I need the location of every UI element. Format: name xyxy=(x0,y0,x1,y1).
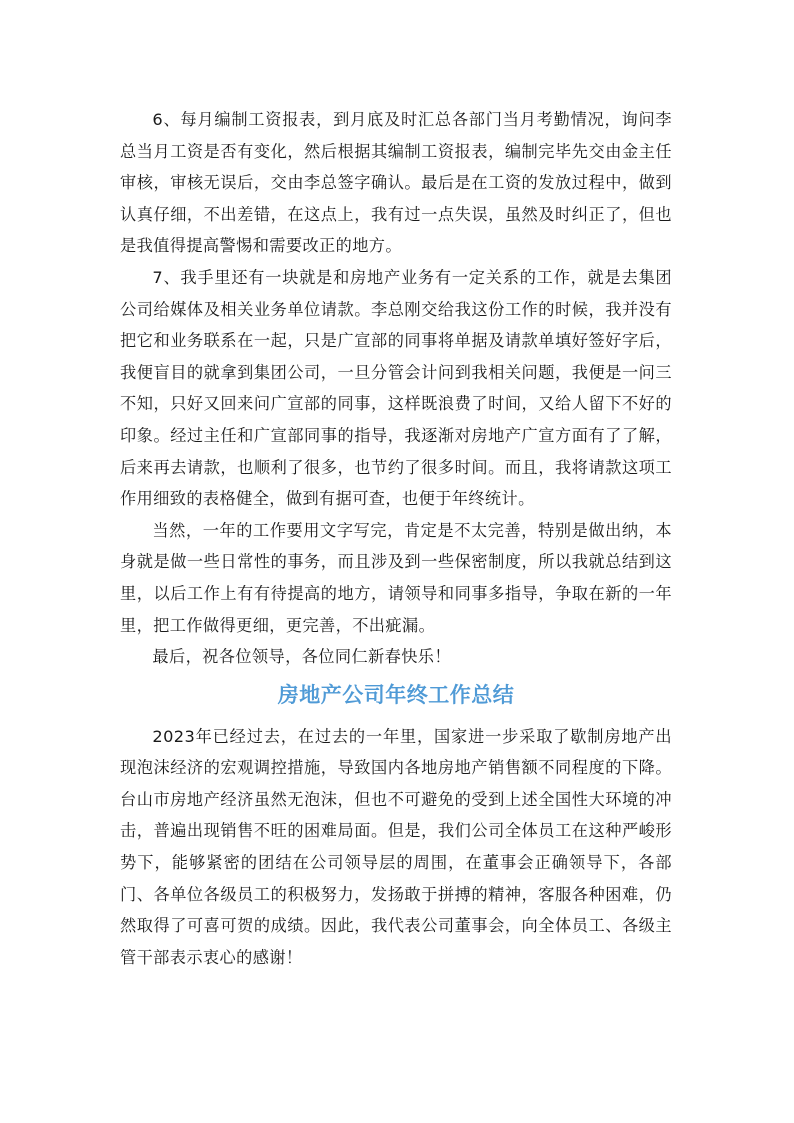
paragraph-item-7: 7、我手里还有一块就是和房地产业务有一定关系的工作，就是去集团公司给媒体及相关业务单位请款。李总刚交给我这份工作的时候，我并没有把它和业务联系在一起，只是广宣部的同事将单据及请款单填好签好字后，我便盲目的就拿到集团公司，一旦分管会计问到我相关问题，我便是一问三不知，只好又回来问广宣部的同事，这样既浪费了时间，又给人留下不好的印象。经过主任和广宣部同事的指导，我逐渐对房地产广宣方面有了了解，后来再去请款，也顺利了很多，也节约了很多时间。而且，我将请款这项工作用细致的表格健全，做到有据可查，也便于年终统计。 xyxy=(120,267,672,509)
section-title: 房地产公司年终工作总结 xyxy=(277,682,515,707)
document-page xyxy=(120,104,672,973)
paragraph-conclusion: 当然，一年的工作要用文字写完，肯定是不太完善，特别是做出纳，本身就是做一些日常性的事务，而且涉及到一些保密制度，所以我就总结到这里，以后工作上有有待提高的地方，请领导和同事多指导，争取在新的一年里，把工作做得更细，更完善，不出疵漏。 xyxy=(120,520,672,635)
paragraph-greeting: 最后，祝各位领导，各位同仁新春快乐！ xyxy=(152,647,451,667)
paragraph-intro: 2023年已经过去，在过去的一年里，国家进一步采取了歇制房地产出现泡沫经济的宏观调控措施，导致国内各地房地产销售额不同程度的下降。台山市房地产经济虽然无泡沫，但也不可避免的受到上述全国性大环境的冲击，普遍出现销售不旺的困难局面。但是，我们公司全体员工在这种严峻形势下，能够紧密的团结在公司领导层的周围，在董事会正确领导下，各部门、各单位各级员工的积极努力，发扬敢于拼搏的精神，客服各种困难，仍然取得了可喜可贺的成绩。因此，我代表公司董事会，向全体员工、各级主管干部表示衷心的感谢！ xyxy=(120,726,672,967)
paragraph-item-6: 6、每月编制工资报表，到月底及时汇总各部门当月考勤情况，询问李总当月工资是否有变化，然后根据其编制工资报表，编制完毕先交由金主任审核，审核无误后，交由李总签字确认。最后是在工资的发放过程中，做到认真仔细，不出差错，在这点上，我有过一点失误，虽然及时纠正了，但也是我值得提高警惕和需要改正的地方。 xyxy=(120,110,672,256)
